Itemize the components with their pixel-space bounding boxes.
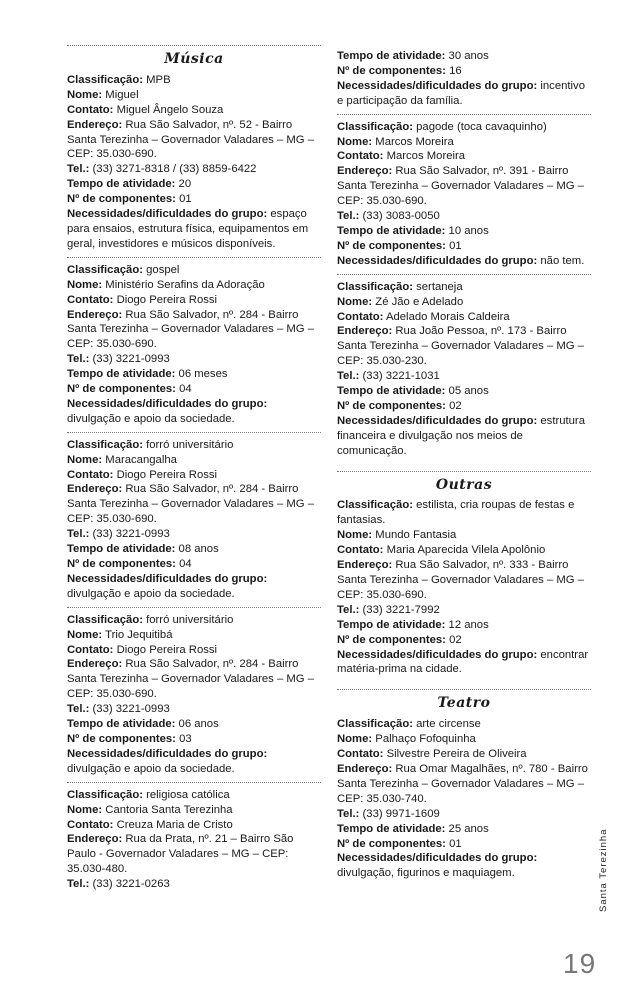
- entry-tel: (33) 3083-0050: [362, 210, 440, 223]
- entry-classificacao: arte circense: [416, 718, 481, 731]
- entry-tempo: 25 anos: [448, 822, 489, 835]
- entry-tel: (33) 3221-0263: [92, 878, 170, 891]
- entry-nome: Zé Jão e Adelado: [375, 295, 464, 308]
- entry-sertaneja: Classificação: sertaneja Nome: Zé Jão e Adelado Contato: Adelado Morais Caldeira Endereço: Rua João Pessoa, nº. 173 - Bairro Santa Terezinha – Governador Valadares – MG – CEP: 35.030-230. Tel.: (33) 3221-1031 Tempo de atividade: 05 anos Nº de componentes: 02 Necessidades/dificuldades do grupo: estrutura financeira e divulgação nos meios de comunicação.: [337, 280, 585, 457]
- entry-componentes: 01: [179, 193, 192, 206]
- entry-contato: Diogo Pereira Rossi: [116, 643, 218, 656]
- entry-mundo-fantasia: Classificação: estilista, cria roupas de festas e fantasias. Nome: Mundo Fantasia Contato: Maria Aparecida Vilela Apolônio Endereço: Rua São Salvador, nº. 333 - Bairro Santa Terezinha – Governador Valadares – MG – CEP: 35.030-690. Tel.: (33) 3221-7992 Tempo de atividade: 12 anos Nº de componentes: 02 Necessidades/dificuldades do grupo: encontrar matéria-prima na cidade.: [337, 499, 589, 676]
- entry-endereco: Rua João Pessoa, nº. 173 - Bairro Santa Terezinha – Governador Valadares – MG – CEP: 35.030-230.: [337, 325, 585, 368]
- section-divider: [67, 45, 321, 46]
- entry-necessidades: estrutura financeira e divulgação nos meios de comunicação.: [337, 414, 585, 457]
- entry-necessidades: divulgação e apoio da sociedade.: [67, 587, 235, 600]
- entry-nome: Mundo Fantasia: [375, 529, 457, 542]
- entry-necessidades: divulgação e apoio da sociedade.: [67, 762, 235, 775]
- page-number: 19: [563, 948, 597, 979]
- entry-classificacao: sertaneja: [416, 280, 463, 293]
- entry-contato: Creuza Maria de Cristo: [116, 818, 233, 831]
- entry-tempo: 05 anos: [448, 385, 489, 398]
- entry-maracangalha: Classificação: forró universitário Nome: Maracangalha Contato: Diogo Pereira Rossi Endereço: Rua São Salvador, nº. 284 - Bairro Santa Terezinha – Governador Valadares – MG – CEP: 35.030-690. Tel.: (33) 3221-0993 Tempo de atividade: 08 anos Nº de componentes: 04 Necessidades/dificuldades do grupo: divulgação e apoio da sociedade.: [67, 438, 315, 600]
- entry-classificacao: estilista, cria roupas de festas e fantasias.: [337, 499, 575, 527]
- entry-componentes: 04: [179, 383, 192, 396]
- entry-divider: [67, 432, 321, 433]
- entry-necessidades: incentivo e participação da família.: [337, 79, 585, 107]
- entry-tempo: 06 anos: [178, 718, 219, 731]
- entry-tempo: 20: [178, 178, 192, 191]
- side-running-title: Santa Terezinha: [598, 828, 609, 912]
- entry-classificacao: forró universitário: [146, 613, 234, 626]
- entry-endereco: Rua da Prata, nº. 21 – Bairro São Paulo - Governador Valadares – MG – CEP: 35.030-480.: [67, 833, 294, 876]
- entry-tempo: 06 meses: [178, 368, 228, 381]
- section-divider: [337, 471, 591, 472]
- entry-gospel: Classificação: gospel Nome: Ministério Serafins da Adoração Contato: Diogo Pereira Rossi Endereço: Rua São Salvador, nº. 284 - Bairro Santa Terezinha – Governador Valadares – MG – CEP: 35.030-690. Tel.: (33) 3221-0993 Tempo de atividade: 06 meses Nº de componentes: 04 Necessidades/dificuldades do grupo: divulgação e apoio da sociedade.: [67, 263, 315, 425]
- entry-divider: [337, 274, 591, 275]
- section-divider: [337, 689, 591, 690]
- entry-tel: (33) 3221-0993: [92, 353, 170, 366]
- entry-classificacao: religiosa católica: [146, 788, 230, 801]
- entry-tempo: 12 anos: [448, 618, 489, 631]
- entry-tempo: 30 anos: [448, 50, 489, 62]
- entry-mpb: Classificação: MPB Nome: Miguel Contato: Miguel Ângelo Souza Endereço: Rua São Salvador, nº. 52 - Bairro Santa Terezinha – Governador Valadares – MG – CEP: 35.030-690. Tel.: (33) 3271-8318 / (33) 8859-6422 Tempo de atividade: 20 Nº de componentes: 01 Necessidades/dificuldades do grupo: espaço para ensaios, estrutura física, equipamentos em geral, investidores e músicos disponíveis.: [67, 73, 315, 250]
- entry-tempo: 08 anos: [178, 543, 219, 556]
- entry-tel: (33) 3221-0993: [92, 703, 170, 716]
- entry-divider: [67, 607, 321, 608]
- entry-contato: Diogo Pereira Rossi: [116, 468, 218, 481]
- entry-contato: Miguel Ângelo Souza: [116, 103, 224, 116]
- entry-tel: (33) 3271-8318 / (33) 8859-6422: [92, 163, 257, 176]
- entry-componentes: 04: [179, 558, 192, 570]
- entry-classificacao: pagode (toca cavaquinho): [416, 120, 547, 133]
- entry-componentes: 02: [449, 399, 462, 412]
- entry-componentes: 02: [449, 633, 462, 646]
- entry-endereco: Rua São Salvador, nº. 284 - Bairro Santa Terezinha – Governador Valadares – MG – CEP: 35.030-690.: [67, 308, 315, 351]
- entry-endereco: Rua São Salvador, nº. 284 - Bairro Santa Terezinha – Governador Valadares – MG – CEP: 35.030-690.: [67, 483, 315, 526]
- entry-classificacao: forró universitário: [146, 438, 234, 451]
- entry-divider: [67, 782, 321, 783]
- right-column: [337, 49, 591, 885]
- section-title-outras: Outras: [435, 476, 493, 493]
- entry-necessidades: divulgação e apoio da sociedade.: [67, 412, 235, 425]
- entry-contato: Marcos Moreira: [386, 150, 466, 163]
- entry-nome: Miguel: [105, 88, 139, 101]
- entry-endereco: Rua Omar Magalhães, nº. 780 - Bairro Santa Terezinha – Governador Valadares – MG – CEP: 35.030-740.: [337, 762, 588, 805]
- entry-nome: Trio Jequitibá: [105, 628, 173, 641]
- entry-pagode: Classificação: pagode (toca cavaquinho) Nome: Marcos Moreira Contato: Marcos Moreira Endereço: Rua São Salvador, nº. 391 - Bairro Santa Terezinha – Governador Valadares – MG – CEP: 35.030-690. Tel.: (33) 3083-0050 Tempo de atividade: 10 anos Nº de componentes: 01 Necessidades/dificuldades do grupo: não tem.: [337, 120, 585, 267]
- entry-nome: Cantoria Santa Terezinha: [105, 803, 233, 816]
- entry-necessidades: não tem.: [540, 254, 585, 267]
- entry-endereco: Rua São Salvador, nº. 391 - Bairro Santa Terezinha – Governador Valadares – MG – CEP: 35.030-690.: [337, 165, 585, 208]
- entry-endereco: Rua São Salvador, nº. 333 - Bairro Santa Terezinha – Governador Valadares – MG – CEP: 35.030-690.: [337, 559, 585, 601]
- entry-tel: (33) 3221-7992: [362, 603, 440, 616]
- entry-componentes: 03: [179, 732, 192, 745]
- entry-cantoria-continued: Tempo de atividade: 30 anos Nº de componentes: 16 Necessidades/dificuldades do grupo: incentivo e participação da família.: [337, 50, 585, 107]
- entry-nome: Ministério Serafins da Adoração: [105, 278, 265, 291]
- entry-tel: (33) 3221-0993: [92, 528, 170, 541]
- entry-componentes: 01: [449, 239, 462, 252]
- entry-tel: (33) 3221-1031: [362, 370, 440, 383]
- entry-classificacao: MPB: [146, 73, 171, 86]
- entry-necessidades: espaço para ensaios, estrutura física, equipamentos em geral, investidores e músicos disponíveis.: [67, 208, 309, 250]
- entry-componentes: 16: [449, 64, 462, 77]
- entry-nome: Marcos Moreira: [375, 135, 454, 148]
- entry-tel: (33) 9971-1609: [362, 807, 440, 820]
- section-title-teatro: Teatro: [437, 695, 491, 712]
- entry-nome: Maracangalha: [105, 453, 177, 466]
- entry-trio-jequitiba: Classificação: forró universitário Nome: Trio Jequitibá Contato: Diogo Pereira Rossi Endereço: Rua São Salvador, nº. 284 - Bairro Santa Terezinha – Governador Valadares – MG – CEP: 35.030-690. Tel.: (33) 3221-0993 Tempo de atividade: 06 anos Nº de componentes: 03 Necessidades/dificuldades do grupo: divulgação e apoio da sociedade.: [67, 613, 315, 775]
- entry-contato: Adelado Morais Caldeira: [385, 310, 510, 323]
- entry-endereco: Rua São Salvador, nº. 52 - Bairro Santa Terezinha – Governador Valadares – MG – CEP: 35.030-690.: [67, 118, 315, 161]
- entry-nome: Palhaço Fofoquinha: [375, 733, 476, 746]
- entry-endereco: Rua São Salvador, nº. 284 - Bairro Santa Terezinha – Governador Valadares – MG – CEP: 35.030-690.: [67, 658, 315, 701]
- entry-divider: [67, 257, 321, 258]
- entry-necessidades: divulgação, figurinos e maquiagem.: [337, 867, 515, 880]
- entry-tempo: 10 anos: [448, 224, 489, 237]
- entry-necessidades: encontrar matéria-prima na cidade.: [337, 648, 589, 676]
- entry-classificacao: gospel: [146, 263, 180, 276]
- left-column: [67, 40, 321, 896]
- entry-contato: Diogo Pereira Rossi: [116, 293, 218, 306]
- entry-palhaco: Classificação: arte circense Nome: Palhaço Fofoquinha Contato: Silvestre Pereira de Oliveira Endereço: Rua Omar Magalhães, nº. 780 - Bairro Santa Terezinha – Governador Valadares – MG – CEP: 35.030-740. Tel.: (33) 9971-1609 Tempo de atividade: 25 anos Nº de componentes: 01 Necessidades/dificuldades do grupo: divulgação, figurinos e maquiagem.: [337, 718, 588, 880]
- entry-contato: Maria Aparecida Vilela Apolônio: [386, 544, 546, 557]
- section-title-musica: Música: [164, 51, 224, 67]
- entry-componentes: 01: [449, 837, 462, 850]
- entry-divider: [337, 114, 591, 115]
- entry-contato: Silvestre Pereira de Oliveira: [386, 748, 527, 761]
- entry-cantoria: Classificação: religiosa católica Nome: Cantoria Santa Terezinha Contato: Creuza Maria de Cristo Endereço: Rua da Prata, nº. 21 – Bairro São Paulo - Governador Valadares – MG – CEP: 35.030-480. Tel.: (33) 3221-0263: [67, 788, 294, 891]
